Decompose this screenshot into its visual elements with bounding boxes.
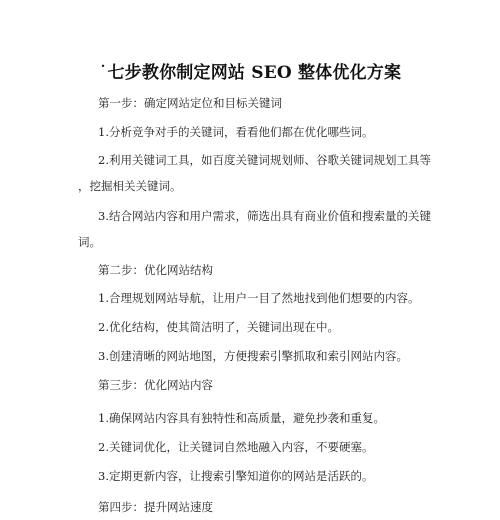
paragraph-step3-heading bbox=[78, 372, 454, 398]
paragraph-step2-item1 bbox=[78, 285, 454, 311]
paragraph-step2-item3 bbox=[78, 343, 454, 369]
paragraph-line: 第一步：确定网站定位和目标关键词 bbox=[98, 96, 282, 110]
paragraph-line: ，挖掘相关关键词。 bbox=[78, 179, 182, 193]
paragraph-step3-item1 bbox=[78, 405, 454, 431]
paragraph-step1-item1 bbox=[78, 119, 454, 145]
paragraph-step2-heading bbox=[78, 257, 454, 283]
paragraph-line: 第三步：优化网站内容 bbox=[98, 378, 213, 392]
paragraph-line: 1.确保网站内容具有独特性和高质量，避免抄袭和重复。 bbox=[98, 411, 385, 425]
paragraph-line: 词。 bbox=[78, 235, 101, 249]
paragraph-step3-item3 bbox=[78, 463, 454, 489]
paragraph-line: 第二步：优化网站结构 bbox=[98, 263, 213, 277]
paragraph-line: 3.结合网站内容和用户需求，筛选出具有商业价值和搜索量的关键 bbox=[98, 209, 431, 223]
paragraph-line: 2.优化结构，使其简洁明了，关键词出现在中。 bbox=[98, 320, 339, 334]
paragraph-step1-heading bbox=[78, 90, 454, 116]
paragraph-line: 3.创建清晰的网站地图，方便搜索引擎抓取和索引网站内容。 bbox=[98, 349, 408, 363]
paragraph-step1-item2 bbox=[78, 147, 454, 199]
paragraph-step2-item2 bbox=[78, 314, 454, 340]
paragraph-line: 1.合理规划网站导航，让用户一目了然地找到他们想要的内容。 bbox=[98, 291, 420, 305]
paragraph-step1-item3 bbox=[78, 203, 454, 255]
paragraph-line: 3.定期更新内容，让搜索引擎知道你的网站是活跃的。 bbox=[98, 469, 374, 483]
paragraph-line: 第四步：提升网站速度 bbox=[98, 500, 213, 514]
paragraph-line: 1.分析竞争对手的关键词，看看他们都在优化哪些词。 bbox=[98, 125, 374, 139]
paragraph-step3-item2 bbox=[78, 434, 454, 460]
document-title: ˙七步教你制定网站 SEO 整体优化方案 bbox=[98, 63, 402, 83]
paragraph-line: 2.利用关键词工具，如百度关键词规划师、谷歌关键词规划工具等 bbox=[98, 153, 431, 167]
paragraph-step4-heading bbox=[78, 494, 454, 520]
paragraph-line: 2.关键词优化，让关键词自然地融入内容，不要硬塞。 bbox=[98, 440, 374, 454]
